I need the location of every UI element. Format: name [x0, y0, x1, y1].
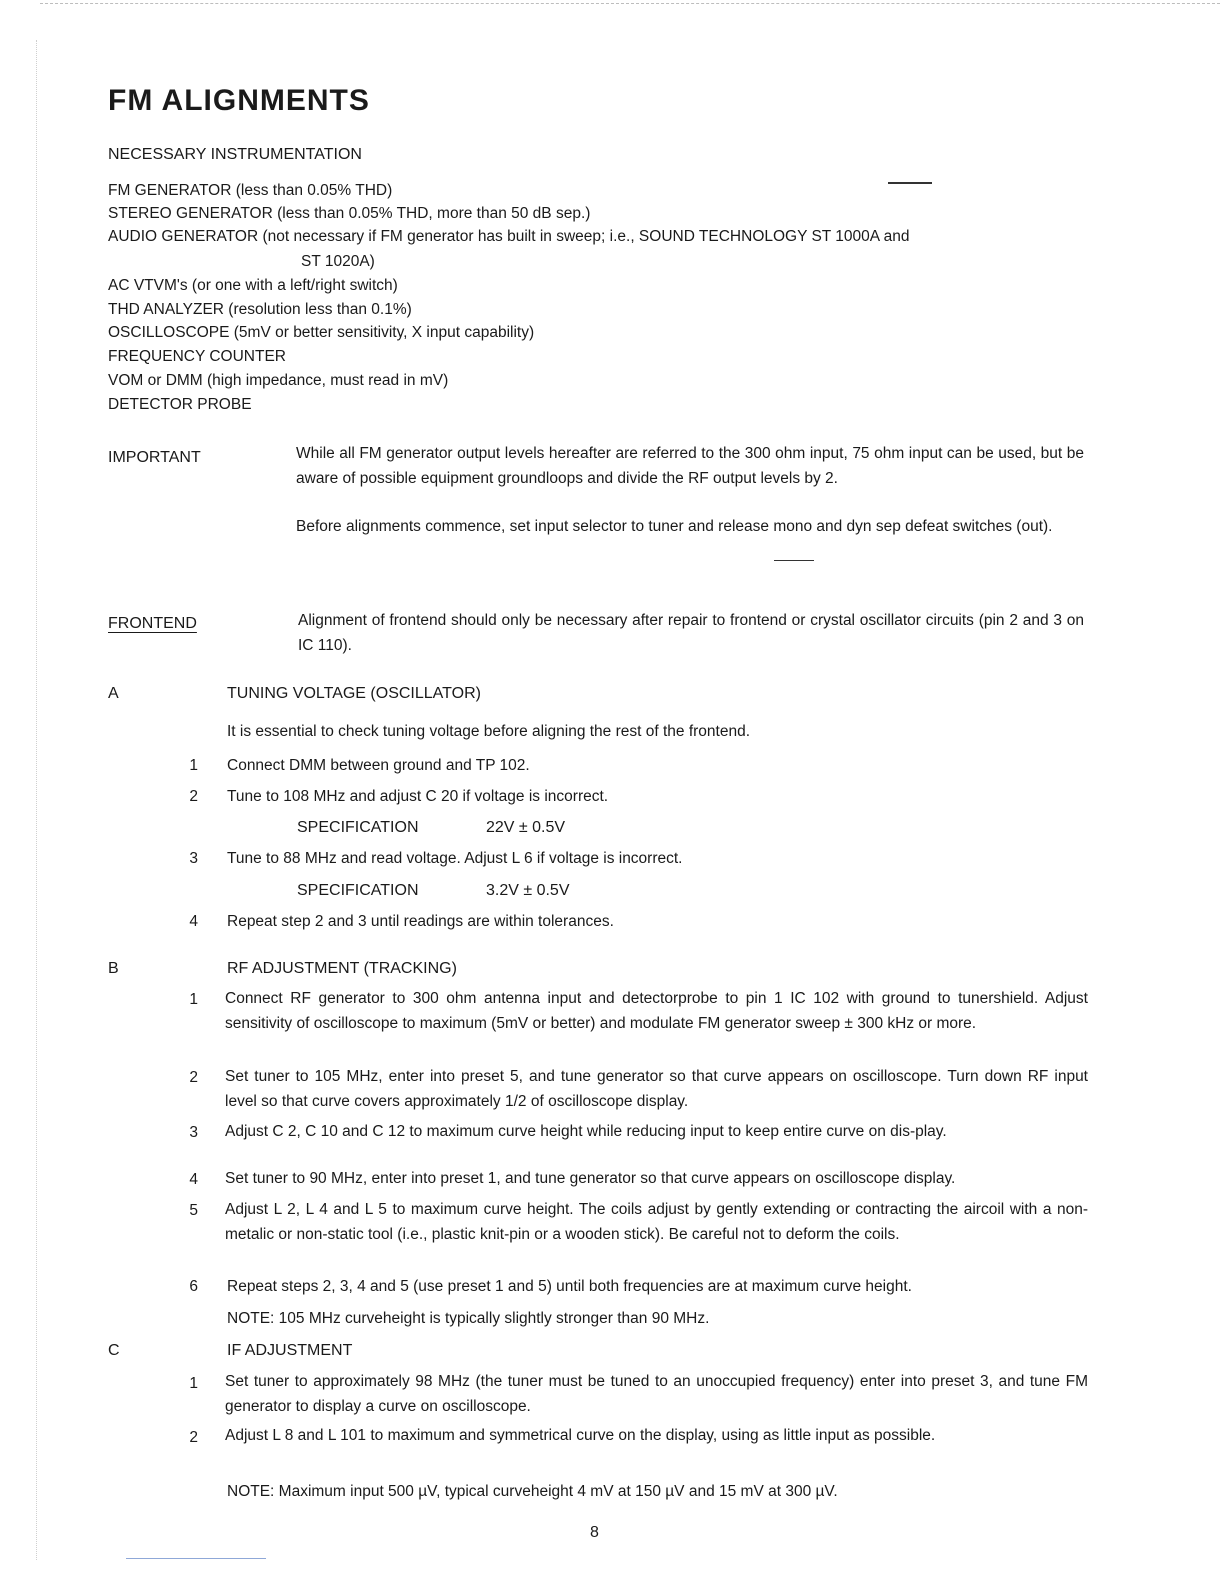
- step-text: Adjust L 8 and L 101 to maximum and symmetrical curve on the display, using as little input as possible.: [225, 1427, 936, 1444]
- step-number: 1: [189, 1375, 198, 1392]
- step-number: 5: [189, 1202, 198, 1219]
- instrument-item: THD ANALYZER (resolution less than 0.1%): [108, 301, 412, 318]
- step-text: Repeat step 2 and 3 until readings are within tolerances.: [227, 913, 614, 930]
- step-text: Set tuner to 105 MHz, enter into preset 5, and tune generator so that curve appears on oscilloscope. Turn down RF input level so that curve covers approximately 1/2 of oscilloscope display.: [225, 1068, 1088, 1110]
- spec-label: SPECIFICATION: [297, 819, 419, 836]
- instrument-item: AUDIO GENERATOR (not necessary if FM generator has built in sweep; i.e., SOUND TECHNOLOGY ST 1000A and: [108, 228, 910, 245]
- step-number: 2: [189, 788, 198, 805]
- instrumentation-heading: NECESSARY INSTRUMENTATION: [108, 146, 362, 163]
- step-text: Adjust L 2, L 4 and L 5 to maximum curve height. The coils adjust by gently extending or contracting the aircoil with a non-metalic or non-static tool (i.e., plastic knit-pin or a wooden stick). Be careful not to deform the coils.: [225, 1201, 1088, 1243]
- step-number: 3: [189, 1124, 198, 1141]
- step-number: 1: [189, 991, 198, 1008]
- scan-edge-left: [36, 40, 37, 1560]
- step-number: 1: [189, 757, 198, 774]
- spec-label: SPECIFICATION: [297, 882, 419, 899]
- important-label: IMPORTANT: [108, 449, 201, 466]
- instrument-item: VOM or DMM (high impedance, must read in mV): [108, 372, 449, 389]
- spec-value: 3.2V ± 0.5V: [486, 882, 570, 899]
- step-number: 3: [189, 850, 198, 867]
- step-text: Tune to 108 MHz and adjust C 20 if voltage is incorrect.: [227, 788, 609, 805]
- section-letter: C: [108, 1342, 120, 1359]
- instrument-item: ST 1020A): [301, 253, 375, 270]
- instrument-item: STEREO GENERATOR (less than 0.05% THD, more than 50 dB sep.): [108, 205, 591, 222]
- note: NOTE: 105 MHz curveheight is typically slightly stronger than 90 MHz.: [227, 1310, 710, 1327]
- step-number: 2: [189, 1069, 198, 1086]
- section-intro: It is essential to check tuning voltage before aligning the rest of the frontend.: [227, 723, 751, 740]
- step-text: Connect RF generator to 300 ohm antenna input and detectorprobe to pin 1 IC 102 with ground to tunershield. Adjust sensitivity of oscilloscope to maximum (5mV or better) and modulate FM generator sweep ± 300 kHz or more.: [225, 990, 1088, 1032]
- step-text: Connect DMM between ground and TP 102.: [227, 757, 530, 774]
- instrument-item: OSCILLOSCOPE (5mV or better sensitivity, X input capability): [108, 324, 535, 341]
- step-text: Adjust C 2, C 10 and C 12 to maximum curve height while reducing input to keep entire curve on dis-play.: [225, 1123, 947, 1140]
- pen-mark: [774, 560, 814, 561]
- instrument-item: FM GENERATOR (less than 0.05% THD): [108, 182, 393, 199]
- step-text: Tune to 88 MHz and read voltage. Adjust L 6 if voltage is incorrect.: [227, 850, 683, 867]
- instrument-item: DETECTOR PROBE: [108, 396, 252, 413]
- page-number: 8: [590, 1524, 599, 1541]
- page-title: FM ALIGNMENTS: [108, 84, 370, 117]
- important-paragraph: Before alignments commence, set input selector to tuner and release mono and dyn sep defeat switches (out).: [296, 518, 1053, 535]
- section-heading: RF ADJUSTMENT (TRACKING): [227, 960, 457, 977]
- important-paragraph: While all FM generator output levels hereafter are referred to the 300 ohm input, 75 ohm input can be used, but be aware of possible equipment groundloops and divide the RF output levels by 2.: [296, 445, 1084, 487]
- instrument-item: FREQUENCY COUNTER: [108, 348, 286, 365]
- step-number: 4: [189, 1171, 198, 1188]
- frontend-label: FRONTEND: [108, 615, 197, 632]
- instrument-item: AC VTVM's (or one with a left/right switch): [108, 277, 398, 294]
- section-heading: TUNING VOLTAGE (OSCILLATOR): [227, 685, 481, 702]
- scan-edge-top: [40, 3, 1220, 4]
- scan-edge-bottom: [126, 1558, 266, 1559]
- step-number: 2: [189, 1429, 198, 1446]
- spec-value: 22V ± 0.5V: [486, 819, 566, 836]
- step-number: 4: [189, 913, 198, 930]
- step-text: Repeat steps 2, 3, 4 and 5 (use preset 1 and 5) until both frequencies are at maximum curve height.: [227, 1278, 912, 1295]
- step-text: Set tuner to 90 MHz, enter into preset 1, and tune generator so that curve appears on oscilloscope display.: [225, 1170, 956, 1187]
- note: NOTE: Maximum input 500 µV, typical curveheight 4 mV at 150 µV and 15 mV at 300 µV.: [227, 1483, 838, 1500]
- section-letter: B: [108, 960, 119, 977]
- section-letter: A: [108, 685, 119, 702]
- frontend-paragraph: Alignment of frontend should only be necessary after repair to frontend or crystal oscillator circuits (pin 2 and 3 on IC 110).: [298, 612, 1084, 654]
- step-number: 6: [189, 1278, 198, 1295]
- section-heading: IF ADJUSTMENT: [227, 1342, 353, 1359]
- pen-mark: [888, 182, 932, 184]
- step-text: Set tuner to approximately 98 MHz (the tuner must be tuned to an unoccupied frequency) enter into preset 3, and tune FM generator to display a curve on oscilloscope.: [225, 1373, 1088, 1415]
